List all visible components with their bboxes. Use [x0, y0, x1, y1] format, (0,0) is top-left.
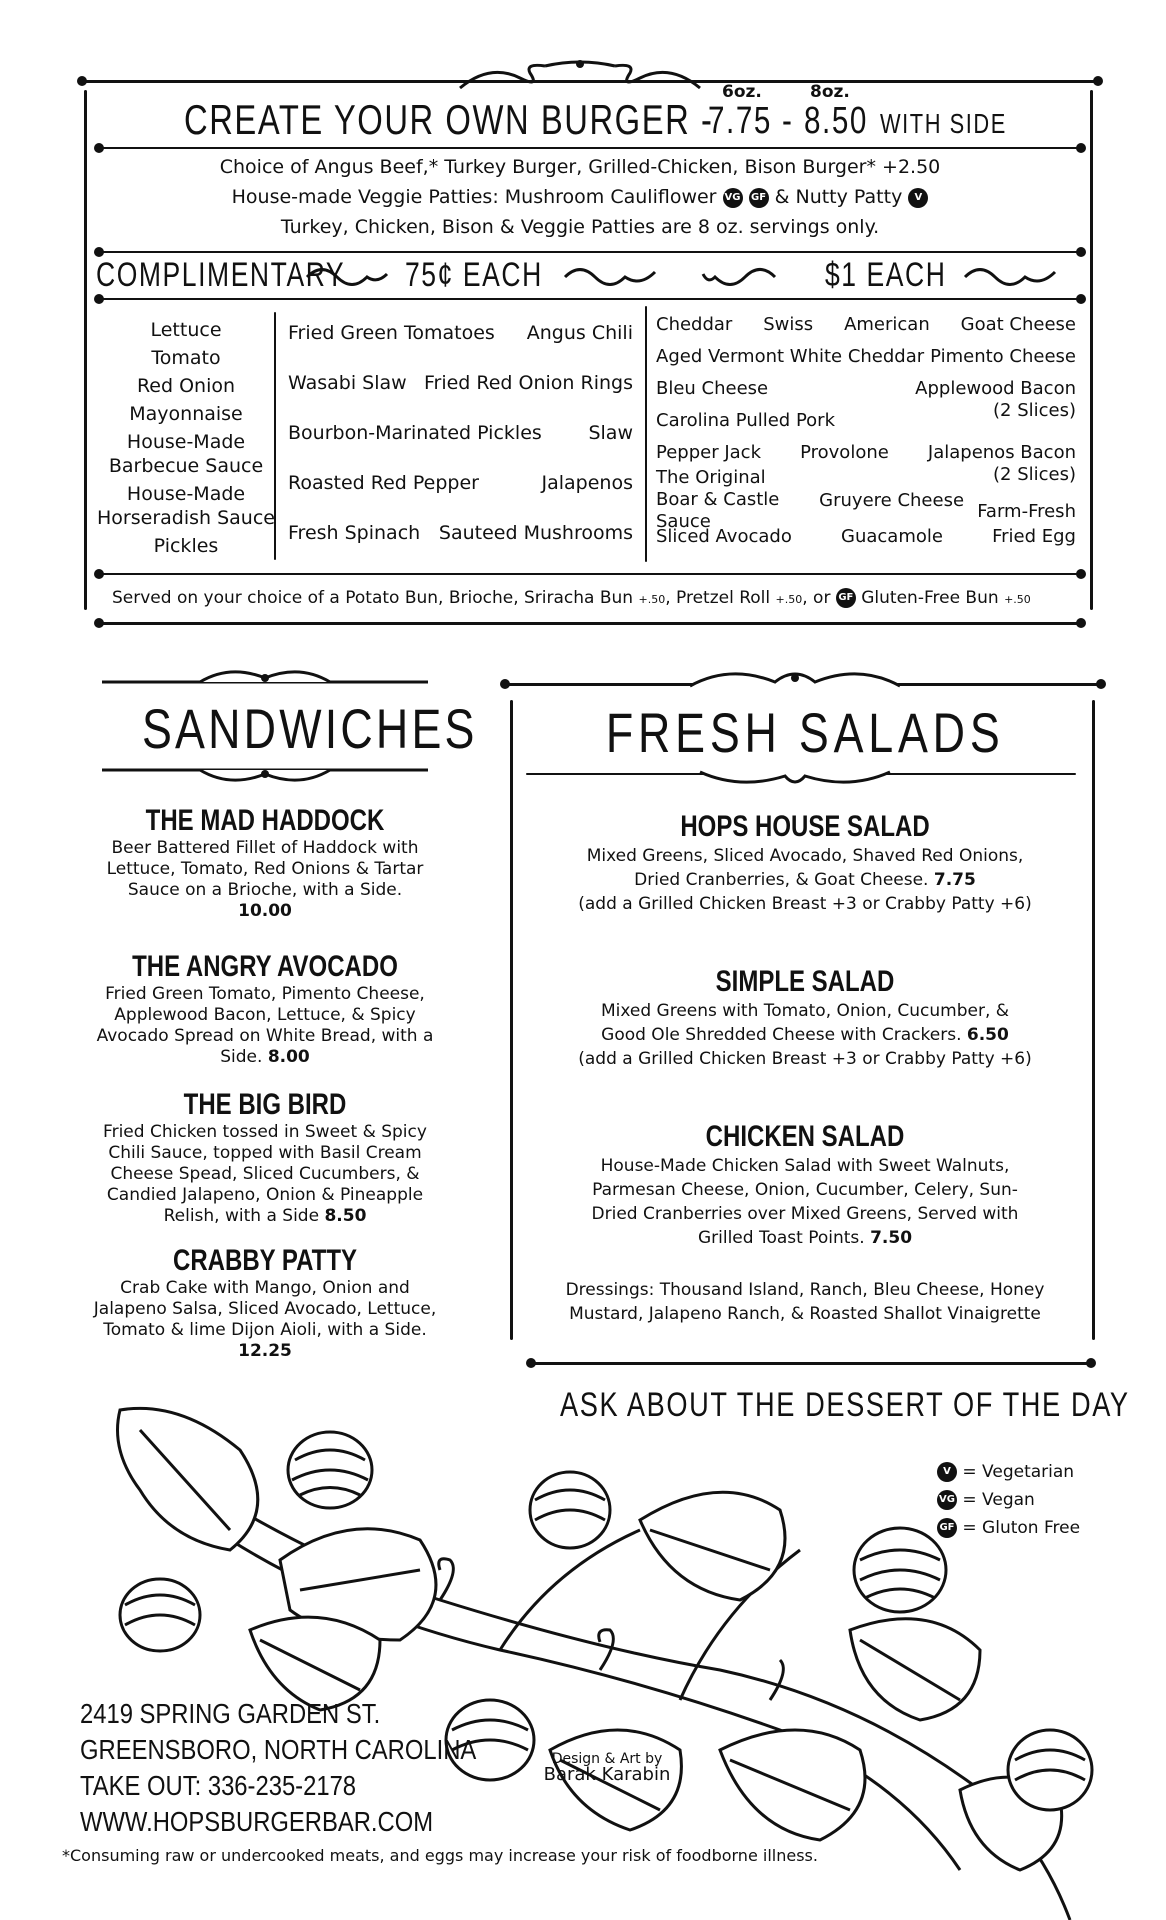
website-link[interactable]: WWW.HOPSBURGERBAR.COM — [80, 1806, 434, 1837]
sandwich-description — [60, 1278, 470, 1362]
salad-description — [530, 844, 1080, 892]
list-item-text: Applewood Bacon — [915, 378, 1076, 399]
size-6oz: 6oz. — [722, 82, 762, 102]
salad-price: 7.50 — [870, 1228, 913, 1248]
legend-label: = Gluton Free — [962, 1518, 1081, 1538]
salad-name: CHICKEN SALAD — [705, 1120, 905, 1153]
protein-choices: Choice of Angus Beef,* Turkey Burger, Grilled-Chicken, Bison Burger* +2.50 — [219, 156, 941, 178]
list-item: Fried Green Tomatoes — [288, 322, 495, 344]
scroll-ornament-bottom — [690, 760, 900, 790]
sandwich-price: 8.50 — [324, 1206, 367, 1226]
list-item: Swiss — [763, 314, 814, 335]
list-item: Fried Egg — [992, 526, 1076, 547]
sandwich-item — [80, 804, 450, 922]
sandwich-item — [80, 1088, 450, 1227]
flourish-icon — [700, 262, 780, 292]
bun-price: +.50 — [1004, 593, 1031, 606]
with-side-label: WITH SIDE — [880, 108, 1007, 139]
sandwich-item — [80, 950, 450, 1068]
address-line-2: GREENSBORO, NORTH CAROLINA — [80, 1734, 477, 1765]
sandwiches-title-text: SANDWICHES — [141, 697, 478, 760]
credit-line: Design & Art by — [551, 1751, 663, 1767]
list-item-text: Jalapenos Bacon — [927, 442, 1076, 463]
salad-description — [530, 1154, 1080, 1250]
sandwich-name: CRABBY PATTY — [172, 1244, 357, 1277]
list-item: American — [844, 314, 930, 335]
list-item: Pickles — [153, 535, 219, 557]
list-item: The Original Boar & Castle Sauce — [656, 467, 780, 532]
patty-size-note: Turkey, Chicken, Bison & Veggie Patties are 8 oz. servings only. — [280, 216, 880, 238]
scroll-ornament-top — [100, 664, 430, 694]
legend-label: = Vegetarian — [962, 1462, 1075, 1482]
list-item: Gruyere Cheese — [819, 489, 965, 511]
sandwiches-title — [100, 696, 478, 761]
list-item: Farm-Fresh — [977, 500, 1076, 522]
sandwich-name: THE BIG BIRD — [183, 1088, 347, 1121]
bun-text: Served on your choice of a Potato Bun, Brioche, Sriracha Bun — [112, 588, 634, 608]
sandwich-desc-text: Fried Green Tomato, Pimento Cheese, Applewood Bacon, Lettuce, & Spicy Avocado Spread on White Bread, with a Side. — [96, 984, 434, 1067]
complimentary-header: COMPLIMENTARY — [96, 256, 346, 294]
gluten-free-badge: GF — [749, 188, 769, 208]
list-item: Goat Cheese — [960, 314, 1076, 335]
legend-label: = Vegan — [962, 1490, 1035, 1510]
list-item: Tomato — [151, 347, 221, 369]
artist-name: Barak Karabin — [543, 1764, 671, 1785]
address-line-1: 2419 SPRING GARDEN ST. — [80, 1698, 381, 1729]
list-item: Slaw — [588, 422, 633, 444]
list-item: House-Made Horseradish Sauce — [97, 483, 275, 529]
list-item: House-Made Barbecue Sauce — [108, 431, 264, 477]
list-item: Roasted Red Pepper — [288, 472, 479, 494]
veggie-patties — [100, 186, 1060, 208]
list-item-note: (2 Slices) — [993, 400, 1076, 421]
vegan-badge: VG — [723, 188, 743, 208]
bun-price: +.50 — [775, 593, 803, 606]
salad-item — [530, 1120, 1080, 1250]
price-8oz: 8.50 — [804, 100, 868, 142]
sandwich-item — [60, 1244, 470, 1362]
bun-text: , Pretzel Roll — [665, 588, 771, 608]
takeout-phone[interactable]: TAKE OUT: 336-235-2178 — [80, 1770, 357, 1801]
each1-header: $1 EACH — [825, 256, 947, 294]
list-item: Wasabi Slaw — [288, 372, 407, 394]
list-item: Fried Red Onion Rings — [423, 372, 633, 394]
salad-addon: (add a Grilled Chicken Breast +3 or Crabby Patty +6) — [578, 894, 1032, 914]
size-8oz: 8oz. — [810, 82, 850, 102]
vegan-badge: VG — [937, 1490, 957, 1510]
burger-title: CREATE YOUR OWN BURGER - — [184, 96, 714, 143]
salads-title — [520, 700, 1090, 765]
price-dash: - — [782, 100, 794, 142]
sandwich-name: THE ANGRY AVOCADO — [132, 950, 398, 983]
sandwich-desc-text: Fried Chicken tossed in Sweet & Spicy Chili Sauce, topped with Basil Cream Cheese Spead, Sliced Cucumbers, & Candied Jalapeno, Onion & Pineapple Relish, with a Side — [103, 1122, 427, 1226]
list-item: Carolina Pulled Pork — [656, 410, 835, 431]
salad-desc-text: Mixed Greens with Tomato, Onion, Cucumber, & Good Ole Shredded Cheese with Crackers. — [600, 1001, 1010, 1045]
scroll-ornament-bottom — [100, 758, 430, 788]
list-item: Aged Vermont White Cheddar — [656, 346, 925, 367]
sandwich-desc-text: Crab Cake with Mango, Onion and Jalapeno Salsa, Sliced Avocado, Lettuce, Tomato & lime Dijon Aioli, with a Side. — [93, 1278, 437, 1340]
list-item: Guacamole — [841, 526, 943, 547]
flourish-icon — [560, 262, 660, 292]
salad-item — [530, 965, 1080, 1071]
list-item: Cheddar — [656, 314, 733, 335]
list-item — [927, 442, 1076, 485]
salad-name: SIMPLE SALAD — [715, 965, 895, 998]
veggie-patties-text: House-made Veggie Patties: Mushroom Cauliflower — [231, 186, 717, 208]
nutty-patty-text: & Nutty Patty — [774, 186, 903, 208]
complimentary-list — [96, 318, 276, 558]
flourish-icon — [960, 262, 1060, 292]
salad-price: 7.75 — [933, 870, 976, 890]
salad-description — [530, 999, 1080, 1047]
sandwich-name: THE MAD HADDOCK — [145, 804, 385, 837]
list-item: Jalapenos — [541, 472, 633, 494]
bun-text: , or — [802, 588, 831, 608]
food-safety-disclaimer: *Consuming raw or undercooked meats, and eggs may increase your risk of foodborne illness. — [62, 1846, 818, 1865]
list-item: Red Onion — [136, 375, 236, 397]
salad-name: HOPS HOUSE SALAD — [680, 810, 930, 843]
list-item: Pepper Jack — [656, 442, 761, 463]
salad-addon: (add a Grilled Chicken Breast +3 or Crabby Patty +6) — [578, 1049, 1032, 1069]
salad-desc-text: Mixed Greens, Sliced Avocado, Shaved Red Onions, Dried Cranberries, & Goat Cheese. — [586, 846, 1024, 890]
bun-choices — [112, 588, 1031, 608]
list-item: Sauteed Mushrooms — [438, 522, 633, 544]
flourish-icon — [302, 262, 392, 292]
sandwich-description — [80, 838, 450, 922]
sandwich-price: 8.00 — [267, 1047, 310, 1067]
bun-price: +.50 — [638, 593, 666, 606]
list-item-note: (2 Slices) — [993, 464, 1076, 485]
list-item: Lettuce — [150, 319, 222, 341]
list-item: Bourbon-Marinated Pickles — [288, 422, 542, 444]
each1-list — [656, 314, 1076, 554]
list-item: Sliced Avocado — [656, 526, 792, 547]
each75-header: 75¢ EACH — [405, 256, 543, 294]
sandwich-desc-text: Beer Battered Fillet of Haddock with Lettuce, Tomato, Red Onions & Tartar Sauce on a Brioche, with a Side. — [106, 838, 424, 900]
list-item — [915, 378, 1076, 421]
vegetarian-badge: V — [937, 1462, 957, 1482]
design-credit — [532, 1751, 682, 1785]
price-6oz: 7.75 — [708, 100, 772, 142]
bun-text: Gluten-Free Bun — [861, 588, 999, 608]
salad-desc-text: House-Made Chicken Salad with Sweet Walnuts, Parmesan Cheese, Onion, Cucumber, Celery, Sun-Dried Cranberries over Mixed Greens, Served with Grilled Toast Points. — [591, 1156, 1019, 1248]
list-item: Angus Chili — [526, 322, 633, 344]
salad-item — [530, 810, 1080, 916]
scroll-ornament-top — [450, 58, 710, 98]
sandwich-description — [80, 1122, 450, 1227]
sandwich-price: 12.25 — [238, 1341, 292, 1361]
salads-title-text: FRESH SALADS — [605, 701, 1005, 764]
list-item: Provolone — [800, 442, 889, 463]
list-item: Pimento Cheese — [930, 346, 1076, 367]
salad-price: 6.50 — [966, 1025, 1009, 1045]
sandwich-description — [80, 984, 450, 1068]
dessert-note: ASK ABOUT THE DESSERT OF THE DAY — [560, 1386, 1130, 1424]
dressings-list: Dressings: Thousand Island, Ranch, Bleu Cheese, Honey Mustard, Jalapeno Ranch, & Roasted Shallot Vinaigrette — [565, 1280, 1045, 1324]
sandwich-price: 10.00 — [238, 901, 292, 921]
each75-list — [288, 322, 633, 572]
gluten-free-badge: GF — [937, 1518, 957, 1538]
gluten-free-badge: GF — [836, 588, 856, 608]
list-item: Fresh Spinach — [288, 522, 421, 544]
scroll-ornament-top — [680, 664, 910, 698]
list-item: Mayonnaise — [129, 403, 243, 425]
vegetarian-badge: V — [908, 188, 928, 208]
list-item: Bleu Cheese — [656, 378, 769, 399]
restaurant-info — [80, 1696, 476, 1840]
